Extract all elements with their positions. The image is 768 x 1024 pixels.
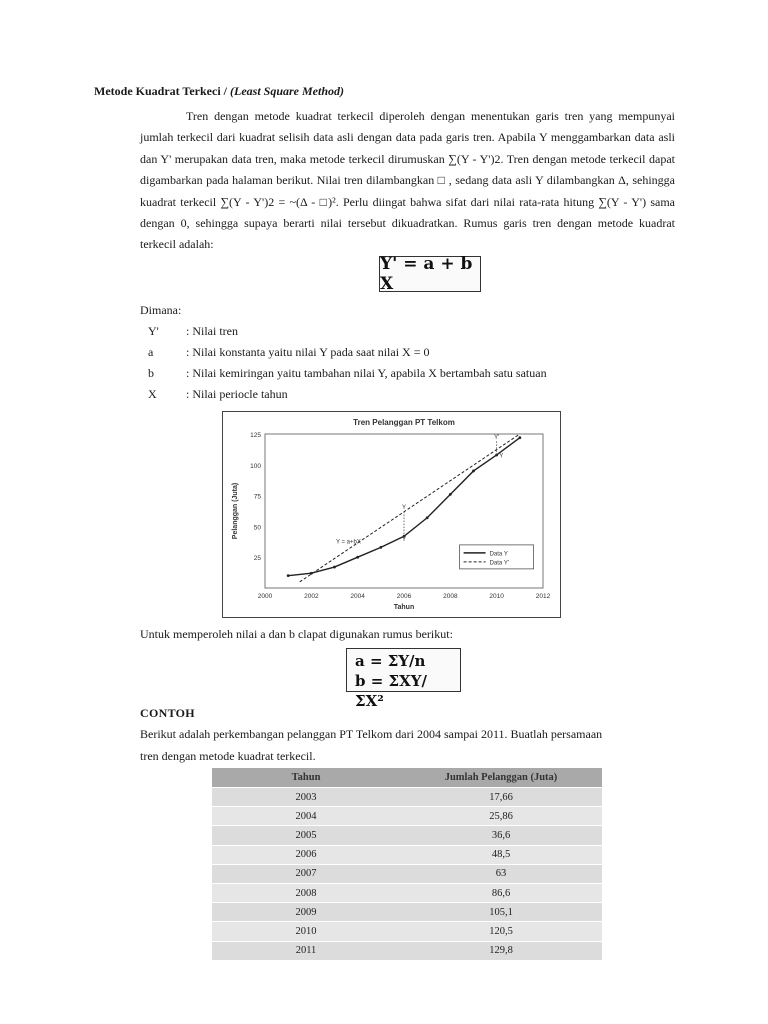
table-row <box>212 941 602 960</box>
intro-paragraph <box>140 106 675 256</box>
y-axis-label: Pelanggan (Juta) <box>232 482 239 540</box>
contoh-text: Berikut adalah perkembangan pelanggan PT Telkom dari 2004 sampai 2011. Buatlah persamaan tren dengan metode kuadrat terkecil. <box>140 727 603 763</box>
y-tick-label: 75 <box>253 493 261 501</box>
section-heading <box>94 84 344 99</box>
table-cell-year: 2011 <box>212 941 400 960</box>
x-tick-label: 2006 <box>396 593 412 600</box>
heading-separator: / <box>220 84 230 98</box>
table-row <box>212 903 602 922</box>
trend-formula: Y' = a + b X <box>380 254 473 294</box>
table-cell-count: 25,86 <box>400 807 602 826</box>
heading-italic: (Least Square Method) <box>230 84 344 98</box>
data-point <box>449 493 452 496</box>
formula-a: a = ΣY/n <box>355 652 426 670</box>
table-cell-year: 2007 <box>212 864 400 883</box>
legend-symbol: b <box>148 366 154 380</box>
table-row <box>212 788 602 807</box>
intro-paragraph-text: Tren dengan metode kuadrat terkecil diperoleh dengan menentukan garis tren yang mempunyai jumlah terkecil dari kuadrat selisih data asli dengan data pada garis tren. Apabila Y menggambarkan data asli dan Y' merupakan data tren, maka metode terkecil dirumuskan ∑(Y - Y')2. Tren dengan metode terkecil dapat digambarkan pada halaman berikut. Nilai tren dilambangkan □ , sedang data asli Y dilambangkan Δ, sehingga kuadrat terkecil ∑(Y - Y')2 = ~(Δ - □)². Perlu diingat bahwa sifat dari nilai rata-rata hitung ∑(Y - Y') sama dengan 0, sehingga supaya berarti nilai tersebut dikuadratkan. Rumus garis tren dengan metode kuadrat terkecil adalah: <box>140 109 675 252</box>
table-row <box>212 922 602 941</box>
data-point <box>426 516 429 519</box>
table-row <box>212 845 602 864</box>
legend-row <box>140 324 238 339</box>
heading-main: Metode Kuadrat Terkeci <box>94 84 221 98</box>
table-cell-count: 48,5 <box>400 845 602 864</box>
y-tick-label: 50 <box>253 524 261 532</box>
table-cell-year: 2008 <box>212 883 400 902</box>
annotation-label: Y' <box>494 434 500 441</box>
table-cell-count: 36,6 <box>400 826 602 845</box>
chart-title: Tren Pelanggan PT Telkom <box>353 418 455 427</box>
legend-symbol: X <box>148 387 157 401</box>
x-tick-label: 2000 <box>257 593 273 600</box>
annotation-label: Y <box>401 505 407 512</box>
y-tick-label: 125 <box>250 432 261 439</box>
x-tick-label: 2002 <box>304 593 319 600</box>
data-point <box>287 574 290 577</box>
legend-desc: : Nilai tren <box>186 324 238 338</box>
trend-formula-box <box>379 256 481 292</box>
x-tick-label: 2012 <box>535 593 551 600</box>
table-header-year: Tahun <box>212 768 400 788</box>
annotation-label: Y <box>499 453 504 460</box>
data-point <box>356 556 359 559</box>
legend-row <box>140 345 430 360</box>
legend-desc: : Nilai kemiringan yaitu tambahan nilai Y, apabila X bertambah satu satuan <box>186 366 547 380</box>
y-tick-label: 100 <box>250 462 261 470</box>
trend-chart <box>222 411 561 618</box>
data-point <box>379 546 382 549</box>
annotation-label: Y <box>401 537 407 544</box>
table-row <box>212 807 602 826</box>
data-point <box>333 566 336 569</box>
formula-b: b = ΣXY/ΣX² <box>355 672 427 710</box>
x-tick-label: 2004 <box>350 593 365 600</box>
table-cell-count: 129,8 <box>400 941 602 960</box>
subscriber-table <box>212 768 602 960</box>
legend-row <box>140 387 288 402</box>
table-cell-year: 2005 <box>212 826 400 845</box>
table-cell-year: 2003 <box>212 788 400 807</box>
table-row <box>212 864 602 883</box>
legend-symbol: Y' <box>148 324 159 338</box>
table-cell-count: 86,6 <box>400 883 602 902</box>
legend-row <box>140 366 547 381</box>
x-axis-label: Tahun <box>393 604 415 611</box>
formula-note: Untuk memperoleh nilai a dan b clapat digunakan rumus berikut: <box>140 627 453 641</box>
x-tick-label: 2010 <box>489 593 504 600</box>
legend-label: Data Y <box>489 551 508 558</box>
dimana-label: Dimana: <box>140 303 182 317</box>
ab-formula-box <box>346 648 461 710</box>
table-cell-year: 2004 <box>212 807 400 826</box>
table-cell-year: 2006 <box>212 845 400 864</box>
table-cell-count: 63 <box>400 864 602 883</box>
table-row <box>212 826 602 845</box>
table-cell-year: 2010 <box>212 922 400 941</box>
legend-symbol: a <box>148 345 154 359</box>
data-point <box>472 470 475 473</box>
y-tick-label: 25 <box>253 555 261 563</box>
table-cell-year: 2009 <box>212 903 400 922</box>
data-point <box>518 436 521 439</box>
legend-label: Data Y' <box>489 560 509 567</box>
legend-desc: : Nilai konstanta yaitu nilai Y pada saat nilai X = 0 <box>186 345 430 359</box>
contoh-heading: CONTOH <box>140 706 195 720</box>
annotation-label: Y = a+bX <box>335 539 361 546</box>
table-cell-count: 120,5 <box>400 922 602 941</box>
table-row <box>212 883 602 902</box>
trend-chart-svg <box>223 412 560 617</box>
table-header-row <box>212 768 602 788</box>
table-cell-count: 17,66 <box>400 788 602 807</box>
table-header-count: Jumlah Pelanggan (Juta) <box>400 768 602 788</box>
legend-desc: : Nilai periocle tahun <box>186 387 288 401</box>
table-cell-count: 105,1 <box>400 903 602 922</box>
x-tick-label: 2008 <box>443 593 458 600</box>
